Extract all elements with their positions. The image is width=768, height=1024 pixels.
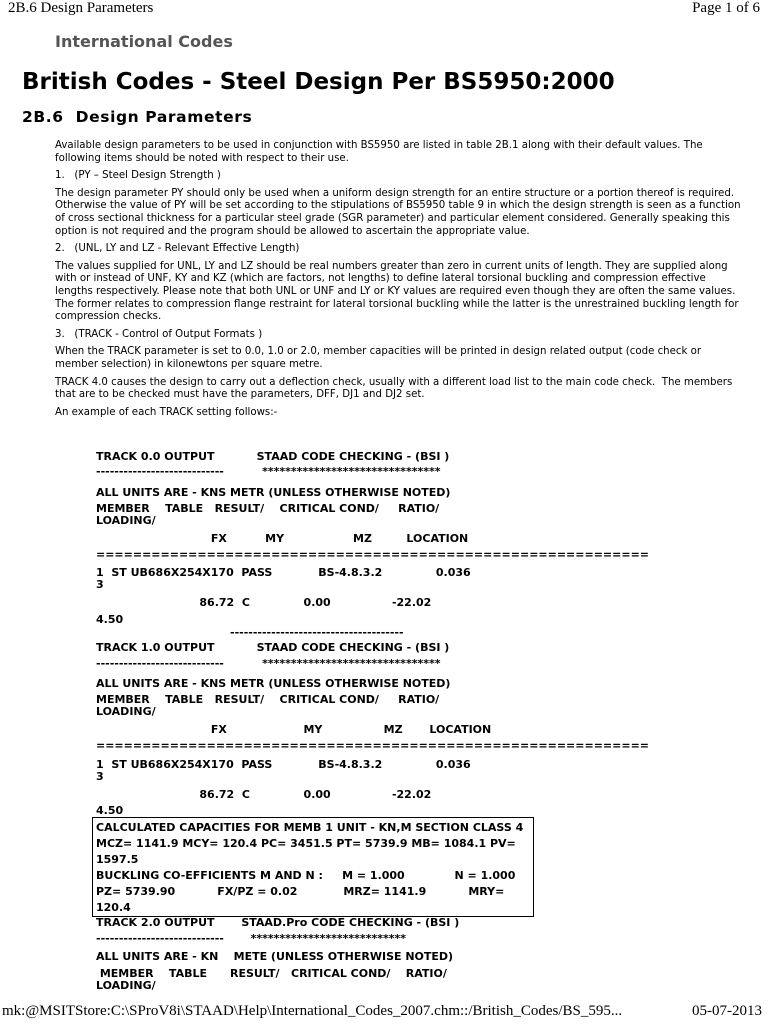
- output-line: 3: [96, 770, 104, 783]
- output-line: ---------------------------- *******************************: [96, 465, 441, 478]
- paragraph-line: Otherwise the value of PY will be set according to the stipulations of BS5950 table 9 in which the design strength is seen as a function: [55, 200, 741, 212]
- paragraph-line: TRACK 4.0 causes the design to carry out a deflection check, usually with a different load list to the main code check. The members: [55, 376, 733, 388]
- paragraph-line: An example of each TRACK setting follows:-: [55, 406, 278, 418]
- paragraph-line: When the TRACK parameter is set to 0.0, 1.0 or 2.0, member capacities will be printed in design related output (code check or: [55, 346, 702, 358]
- output-line: FX MY MZ LOCATION: [96, 532, 469, 545]
- output-line: 4.50: [96, 804, 124, 817]
- output-line: TRACK 2.0 OUTPUT STAAD.Pro CODE CHECKING - (BSI ): [96, 916, 460, 929]
- output-line: 1 ST UB686X254X170 PASS BS-4.8.3.2 0.036: [96, 566, 471, 579]
- body-text: [55, 140, 755, 419]
- list-item: 1. (PY – Steel Design Strength ): [55, 170, 221, 182]
- output-line: 4.50: [96, 613, 124, 626]
- output-line: ---------------------------- ***************************: [96, 932, 406, 945]
- footer-date: 05-07-2013: [692, 1003, 762, 1019]
- output-line: ============================================================: [96, 548, 650, 561]
- paragraph-line: of cross sectional thickness for a particular steel grade (SGR parameter) and particular element considered. Generally speaking this: [55, 212, 730, 224]
- output-line: 1 ST UB686X254X170 PASS BS-4.8.3.2 0.036: [96, 758, 471, 771]
- output-line: 86.72 C 0.00 -22.02: [96, 788, 432, 801]
- output-line: PZ= 5739.90 FX/PZ = 0.02 MRZ= 1141.9 MRY=: [96, 885, 505, 898]
- output-line: TRACK 0.0 OUTPUT STAAD CODE CHECKING - (BSI ): [96, 450, 450, 463]
- paragraph-line: with or instead of UNF, KY and KZ (which are factors, not lengths) to define lateral torsional buckling and compression effective: [55, 273, 706, 285]
- page-header-title: 2B.6 Design Parameters: [8, 0, 154, 16]
- list-item: 3. (TRACK - Control of Output Formats ): [55, 328, 263, 340]
- section-label: International Codes: [55, 32, 233, 51]
- section-heading: 2B.6 Design Parameters: [22, 108, 253, 126]
- output-line: MCZ= 1141.9 MCY= 120.4 PC= 3451.5 PT= 5739.9 MB= 1084.1 PV=: [96, 837, 516, 850]
- paragraph-line: following items should be noted with respect to their use.: [55, 152, 349, 164]
- page-title: British Codes - Steel Design Per BS5950:2000: [22, 69, 615, 95]
- output-line: LOADING/: [96, 979, 156, 992]
- output-line: ALL UNITS ARE - KNS METR (UNLESS OTHERWISE NOTED): [96, 486, 451, 499]
- paragraph-line: The values supplied for UNL, LY and LZ should be real numbers greater than zero in current units of length. They are supplied along: [55, 260, 728, 272]
- output-line: 1597.5: [96, 853, 139, 866]
- output-line: 86.72 C 0.00 -22.02: [96, 596, 432, 609]
- output-line: ALL UNITS ARE - KNS METR (UNLESS OTHERWISE NOTED): [96, 677, 451, 690]
- output-line: ---------------------------- *******************************: [96, 657, 441, 670]
- output-line: BUCKLING CO-EFFICIENTS M AND N : M = 1.000 N = 1.000: [96, 869, 516, 882]
- output-line: --------------------------------------: [96, 626, 404, 639]
- output-line: MEMBER TABLE RESULT/ CRITICAL COND/ RATIO/: [96, 967, 447, 980]
- footer-path: mk:@MSITStore:C:\SProV8i\STAAD\Help\International_Codes_2007.chm::/British_Codes/BS_595...: [2, 1003, 623, 1019]
- output-line: FX MY MZ LOCATION: [96, 723, 492, 736]
- output-line: ALL UNITS ARE - KN METE (UNLESS OTHERWISE NOTED): [96, 950, 454, 963]
- paragraph-line: member selection) in kilonewtons per square metre.: [55, 358, 323, 370]
- paragraph-line: lengths respectively. Please note that both UNL or UNF and LY or KY values are required even though they are often the same values.: [55, 285, 736, 297]
- output-line: MEMBER TABLE RESULT/ CRITICAL COND/ RATIO/: [96, 502, 440, 515]
- output-line: TRACK 1.0 OUTPUT STAAD CODE CHECKING - (BSI ): [96, 641, 450, 654]
- list-item: 2. (UNL, LY and LZ - Relevant Effective Length): [55, 243, 300, 255]
- output-line: CALCULATED CAPACITIES FOR MEMB 1 UNIT - KN,M SECTION CLASS 4: [96, 821, 524, 834]
- paragraph-line: The former relates to compression flange restraint for lateral torsional buckling while the latter is the unrestrained buckling length for: [55, 298, 739, 310]
- paragraph-line: compression checks.: [55, 311, 162, 323]
- output-line: LOADING/: [96, 705, 156, 718]
- paragraph-line: Available design parameters to be used in conjunction with BS5950 are listed in table 2B.1 along with their default values. The: [55, 140, 703, 151]
- output-line: LOADING/: [96, 514, 156, 527]
- output-line: 3: [96, 578, 104, 591]
- paragraph-line: The design parameter PY should only be used when a uniform design strength for an entire structure or a portion thereof is required.: [55, 187, 735, 199]
- page-number: Page 1 of 6: [692, 0, 760, 16]
- output-line: ============================================================: [96, 739, 650, 752]
- paragraph-line: that are to be checked must have the parameters, DFF, DJ1 and DJ2 set.: [55, 389, 425, 401]
- output-line: MEMBER TABLE RESULT/ CRITICAL COND/ RATIO/: [96, 693, 440, 706]
- output-line: 120.4: [96, 901, 131, 914]
- paragraph-line: option is not required and the program should be allowed to ascertain the appropriate value.: [55, 225, 530, 237]
